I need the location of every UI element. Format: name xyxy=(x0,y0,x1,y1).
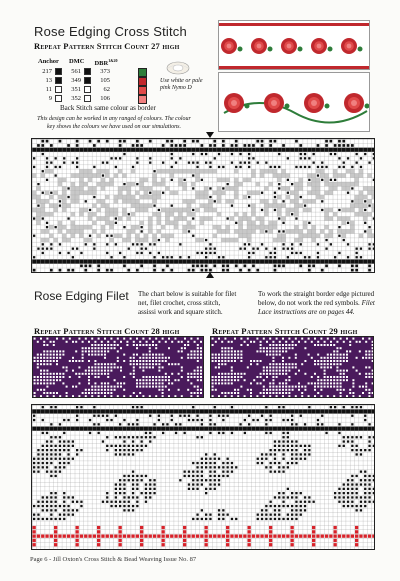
color-key-rows xyxy=(36,67,176,103)
color-swatch xyxy=(138,86,147,95)
color-swatch xyxy=(138,77,147,86)
dmc-number: 561 xyxy=(71,68,81,76)
stitch-symbol xyxy=(84,86,91,93)
color-key-row xyxy=(36,85,176,94)
page-footer: Page 6 - Jill Oxton's Cross Stitch & Bead Weaving Issue No. 87 xyxy=(30,556,197,563)
anchor-number: 11 xyxy=(45,86,52,94)
anchor-header: Anchor xyxy=(38,58,59,65)
filet-description: The chart below is suitable for filet net, filet crochet, cross stitch, assissi work and square stitch. xyxy=(138,290,237,316)
filet-title: Rose Edging Filet xyxy=(34,289,129,303)
thread-note: Use white or pale pink Nymo D xyxy=(160,78,203,91)
color-key-header xyxy=(38,58,176,67)
stitch-symbol xyxy=(55,95,62,102)
anchor-number: 9 xyxy=(48,95,52,103)
stitch-symbol xyxy=(84,68,91,75)
stitch-symbol xyxy=(84,77,91,84)
center-arrow-icon xyxy=(206,132,214,138)
stitch-symbol xyxy=(55,86,62,93)
border-sample-photo xyxy=(218,20,370,70)
cross-stitch-title: Rose Edging Cross Stitch xyxy=(34,24,187,39)
dmc-number: 352 xyxy=(71,95,81,103)
dmc-header: DMC xyxy=(68,58,85,65)
cross-stitch-chart xyxy=(31,138,375,273)
rose-sample-photo xyxy=(218,72,370,132)
cross-stitch-subtitle: Repeat Pattern Stitch Count 27 high xyxy=(34,41,180,51)
dbr-number: 373 xyxy=(100,68,110,76)
border-instructions: To work the straight border edge pictured below, do not work the red symbols. Filet Lace instructions are on pages 44. xyxy=(258,290,375,316)
color-key xyxy=(36,58,176,103)
dbr-header: $DBR^{1\&20}$ xyxy=(94,58,118,68)
dbr-number: 62 xyxy=(103,86,110,94)
color-swatches xyxy=(138,68,147,104)
backstitch-note: Back Stitch same colour as border xyxy=(60,104,156,112)
color-swatch xyxy=(138,95,147,104)
stitch-symbol xyxy=(55,77,62,84)
stitch-symbol xyxy=(55,68,62,75)
colour-note: This design can be worked in any ranged of colours. The colour key shows the colours we have used on our simulations. xyxy=(37,116,191,130)
anchor-number: 13 xyxy=(45,77,52,85)
dbr-number: 106 xyxy=(100,95,110,103)
anchor-number: 217 xyxy=(42,68,52,76)
filet-sample-right xyxy=(210,336,374,398)
color-swatch xyxy=(138,68,147,77)
thread-spool-icon xyxy=(165,60,191,76)
color-key-row xyxy=(36,67,176,76)
color-key-row xyxy=(36,94,176,103)
right-subtitle: Repeat Pattern Stitch Count 29 high xyxy=(212,326,358,336)
color-key-row xyxy=(36,76,176,85)
dmc-number: 351 xyxy=(71,86,81,94)
filet-sample-left xyxy=(32,336,204,398)
dbr-number: 105 xyxy=(100,77,110,85)
stitch-symbol xyxy=(84,95,91,102)
filet-chart xyxy=(31,404,375,550)
left-subtitle: Repeat Pattern Stitch Count 28 high xyxy=(34,326,180,336)
center-arrow-icon xyxy=(206,272,214,278)
dmc-number: 349 xyxy=(71,77,81,85)
